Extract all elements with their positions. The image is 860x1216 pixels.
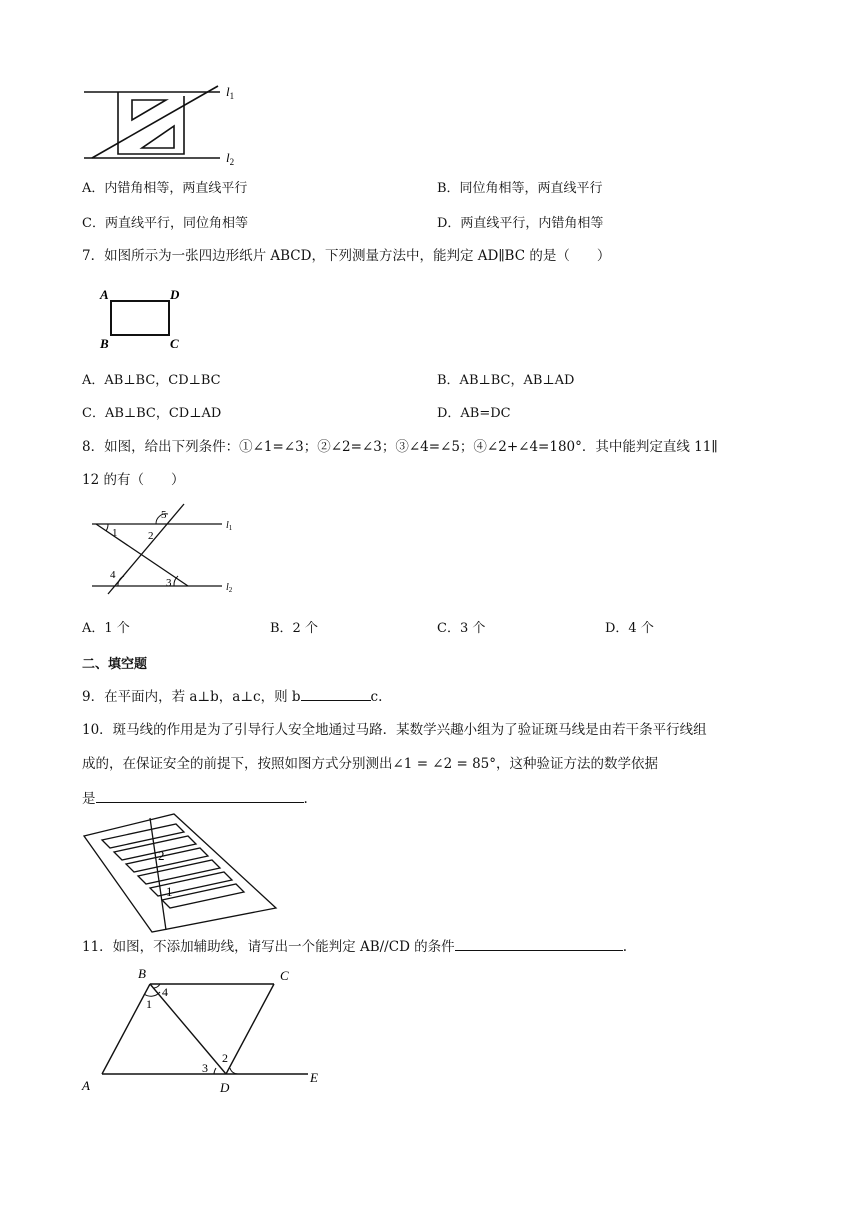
q11-text-after: . bbox=[622, 939, 627, 955]
label-l1: $l_1$ bbox=[226, 520, 233, 532]
vertex-a: A bbox=[82, 1078, 90, 1093]
q11-answer-blank[interactable] bbox=[455, 936, 623, 951]
q6-figure bbox=[80, 82, 250, 168]
stripe bbox=[162, 884, 244, 908]
q7-option-a: A．AB⊥BC，CD⊥BC bbox=[82, 373, 221, 388]
q8-option-d: D．4 个 bbox=[605, 621, 654, 636]
q10-figure bbox=[80, 810, 280, 940]
q10-text-before: 是 bbox=[82, 791, 96, 807]
quadrilateral-abcd bbox=[111, 301, 169, 335]
vertex-c: C bbox=[280, 968, 289, 983]
q7-option-b: B．AB⊥BC，AB⊥AD bbox=[437, 373, 575, 388]
angle-1: 1 bbox=[166, 884, 173, 899]
vertex-d: D bbox=[220, 1080, 230, 1094]
vertex-b: B bbox=[100, 336, 109, 351]
angle-1: 1 bbox=[146, 997, 152, 1011]
stripe bbox=[102, 824, 184, 848]
q8-option-b: B．2 个 bbox=[270, 621, 318, 636]
section-title: 二、填空题 bbox=[82, 657, 148, 672]
segment-ab bbox=[102, 984, 150, 1074]
angle-1: 1 bbox=[112, 527, 118, 539]
q10-line3 bbox=[82, 788, 308, 809]
q9-question bbox=[82, 686, 382, 707]
q7-figure bbox=[94, 284, 194, 354]
q7-option-c: C．AB⊥BC，CD⊥AD bbox=[82, 406, 222, 421]
angle-3: 3 bbox=[166, 577, 172, 589]
q9-text-before: 9．在平面内，若 a⊥b，a⊥c，则 b bbox=[82, 689, 301, 705]
vertex-d: D bbox=[170, 287, 180, 302]
vertex-e: E bbox=[310, 1070, 318, 1085]
transversal bbox=[150, 818, 166, 930]
set-square-upper-triangle bbox=[132, 100, 166, 120]
angle-2: 2 bbox=[148, 530, 154, 542]
q10-answer-blank[interactable] bbox=[96, 788, 304, 803]
stripe bbox=[150, 872, 232, 896]
angle-5: 5 bbox=[161, 509, 167, 521]
label-l1: $l_1$ bbox=[226, 84, 235, 101]
q6-option-c: C．两直线平行，同位角相等 bbox=[82, 216, 248, 231]
q6-option-b: B．同位角相等，两直线平行 bbox=[437, 181, 603, 196]
angle-2: 2 bbox=[222, 1051, 228, 1065]
q8-option-c: C．3 个 bbox=[437, 621, 486, 636]
label-l2: $l_2$ bbox=[226, 150, 235, 167]
q8-option-a: A．1 个 bbox=[82, 621, 130, 636]
q9-answer-blank[interactable] bbox=[301, 686, 371, 701]
q7-stem: 7．如图所示为一张四边形纸片 ABCD，下列测量方法中，能判定 AD∥BC 的是（ ） bbox=[82, 248, 611, 264]
angle-4: 4 bbox=[162, 985, 168, 999]
q10-line2: 成的，在保证安全的前提下，按照如图方式分别测出∠1 = ∠2 = 85°，这种验证方法的数学依据 bbox=[82, 756, 659, 772]
q6-option-d: D．两直线平行，内错角相等 bbox=[437, 216, 604, 231]
q10-text-after: . bbox=[303, 791, 308, 807]
crosswalk-border bbox=[84, 814, 276, 932]
q6-option-a: A．内错角相等，两直线平行 bbox=[82, 181, 248, 196]
angle-4: 4 bbox=[110, 569, 116, 581]
q8-figure bbox=[88, 500, 248, 600]
vertex-a: A bbox=[100, 287, 109, 302]
q11-question bbox=[82, 936, 627, 957]
vertex-b: B bbox=[138, 966, 146, 981]
q11-figure bbox=[78, 964, 328, 1094]
q10-line1: 10．斑马线的作用是为了引导行人安全地通过马路．某数学兴趣小组为了验证斑马线是由若干条平行线组 bbox=[82, 722, 707, 738]
q9-text-after: c. bbox=[370, 689, 383, 705]
q8-stem-line2: 12 的有（ ） bbox=[82, 472, 185, 488]
angle-3: 3 bbox=[202, 1061, 208, 1075]
stripe bbox=[126, 848, 208, 872]
label-l2: $l_2$ bbox=[226, 582, 233, 594]
q8-stem-line1: 8．如图，给出下列条件：①∠1=∠3；②∠2=∠3；③∠4=∠5；④∠2+∠4=180°．其中能判定直线 11∥ bbox=[82, 439, 718, 455]
angle-2: 2 bbox=[158, 848, 165, 863]
q11-text-before: 11．如图，不添加辅助线，请写出一个能判定 AB//CD 的条件 bbox=[82, 939, 455, 955]
segment-cd bbox=[226, 984, 274, 1074]
vertex-c: C bbox=[170, 336, 179, 351]
stripe bbox=[138, 860, 220, 884]
q7-option-d: D．AB=DC bbox=[437, 406, 511, 421]
set-square-lower-triangle bbox=[142, 126, 174, 148]
